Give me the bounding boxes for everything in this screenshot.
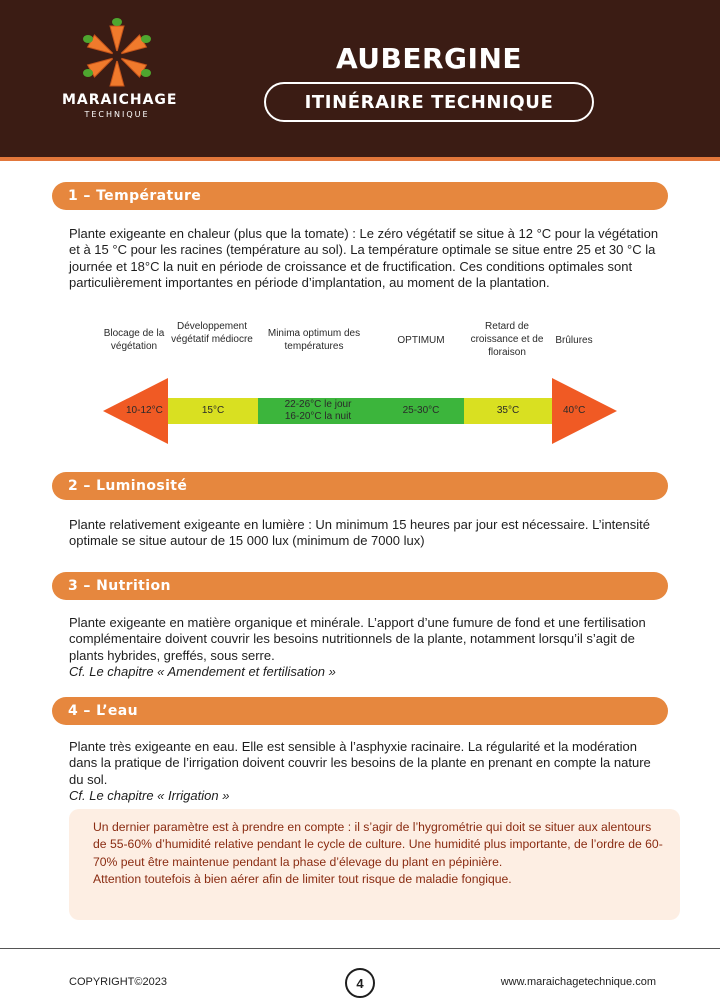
nutrition-reference: Cf. Le chapitre « Amendement et fertilisation »: [69, 664, 336, 680]
carrot-flower-icon: [62, 18, 172, 98]
eau-paragraph: [69, 739, 659, 805]
maraichage-logo: [62, 18, 178, 130]
scale-value-day: 22-26°C le jour: [284, 399, 352, 410]
scale-segment-optimum: [378, 398, 464, 424]
scale-value-optimum: 25-30°C: [402, 405, 440, 416]
scale-value-hot: 40°C: [563, 405, 586, 416]
eau-reference: Cf. Le chapitre « Irrigation »: [69, 788, 230, 804]
nutrition-paragraph: [69, 615, 659, 681]
section-heading-text: 2 – Luminosité: [68, 478, 188, 494]
nutrition-text: Plante exigeante en matière organique et minérale. L’apport d’une fumure de fond et une fertilisation complémentaire doivent couvrir les besoins nutritionnels de la plante, notamment lorsqu’il s’agit de plants hybrides, greffés, sous serre.: [69, 615, 646, 663]
scale-value-15: 15°C: [201, 405, 225, 416]
eau-text: Plante très exigeante en eau. Elle est sensible à l’asphyxie racinaire. La régularité et la modération dans la pratique de l’irrigation doivent couvrir les besoins de la plante en prenant en compte la nature du sol.: [69, 739, 651, 787]
section-heading-text: 3 – Nutrition: [68, 578, 171, 594]
logo-name: MARAICHAGE: [62, 92, 178, 108]
scale-value-night: 16-20°C la nuit: [284, 411, 352, 422]
section-heading-text: 4 – L’eau: [68, 703, 139, 719]
section-heading-luminosite: [52, 472, 668, 500]
scale-segment-35: [464, 398, 552, 424]
scale-value-35: 35°C: [496, 405, 520, 416]
page-title: AUBERGINE: [335, 42, 523, 75]
page-number-text: 4: [356, 975, 364, 991]
footer-website-link[interactable]: www.maraichagetechnique.com: [500, 976, 656, 988]
page-number: [345, 968, 375, 998]
header-accent-stripe: [0, 157, 720, 161]
footer-divider: [0, 948, 720, 949]
scale-value-cold: 10-12°C: [126, 405, 163, 416]
scale-label-developpement: Développement végétatif médiocre: [171, 321, 253, 345]
subtitle-pill: [264, 82, 594, 122]
scale-label-optimum: OPTIMUM: [397, 335, 445, 346]
note-line: Attention toutefois à bien aérer afin de limiter tout risque de maladie fongique.: [93, 872, 512, 887]
logo-tagline: TECHNIQUE: [84, 110, 150, 119]
hygrometry-note-box: [69, 809, 680, 920]
section-heading-nutrition: [52, 572, 668, 600]
section-heading-temperature: [52, 182, 668, 210]
scale-label-minima: Minima optimum des températures: [267, 328, 361, 352]
scale-label-brulures: Brûlures: [555, 335, 593, 346]
temperature-paragraph: Plante exigeante en chaleur (plus que la tomate) : Le zéro végétatif se situe à 12 °C pour la végétation et à 15 °C pour les racines (température au sol). La température optimale se situe entre 25 et 30 °C la journée et 18°C la nuit en période de croissance et de fructification. Ces conditions optimales sont particulièrement importantes en période d’implantation, au moment de la plantation.: [69, 226, 659, 291]
section-heading-text: 1 – Température: [68, 188, 202, 204]
hygrometry-note-text: [93, 819, 663, 889]
footer-copyright: COPYRIGHT©2023: [69, 976, 167, 988]
scale-segment-minima: [258, 398, 378, 424]
luminosite-paragraph: Plante relativement exigeante en lumière : Un minimum 15 heures par jour est nécessaire. L’intensité optimale se situe autour de 15 000 lux (minimum de 7000 lux): [69, 517, 650, 549]
section-heading-eau: [52, 697, 668, 725]
note-line: Un dernier paramètre est à prendre en compte : il s’agir de l’hygrométrie qui doit se situer aux alentours de 55-60% d’humidité relative pendant le cycle de culture. Une humidité plus importante, de l’ordre de 60-70% peut être maintenue pendant la phase d’élevage du plant en pépinière.: [93, 820, 663, 869]
page-subtitle: ITINÉRAIRE TECHNIQUE: [304, 91, 554, 113]
scale-label-blocage: Blocage de la végétation: [103, 328, 165, 352]
scale-segment-15: [168, 398, 258, 424]
scale-label-retard: Retard de croissance et de floraison: [470, 321, 544, 358]
